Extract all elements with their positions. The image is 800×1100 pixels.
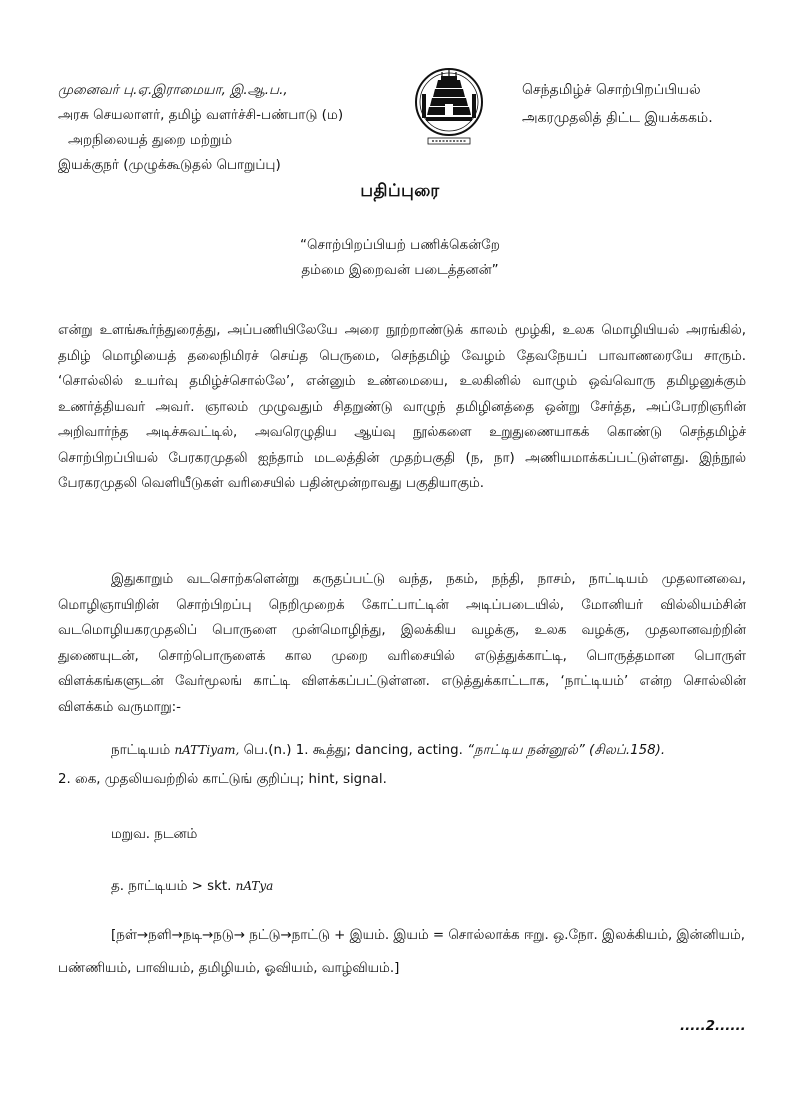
quote-line-1: “சொற்பிறப்பியற் பணிக்கென்றே: [300, 237, 500, 253]
author-designation: அரசு செயலாளர், தமிழ் வளர்ச்சி-பண்பாடு (ம): [58, 107, 344, 123]
author-department: அறநிலையத் துறை மற்றும்: [68, 132, 233, 148]
header-left-block: [58, 78, 418, 178]
header-right-block: [522, 76, 782, 132]
entry-derivation: [நள்→நளி→நடி→நடு→ நட்டு→நாட்டு + இயம். இயம் = சொல்லாக்க ஈறு. ஒ.நோ. இலக்கியம், இன்னியம், பண்ணியம், பாவியம், தமிழியம், ஓவியம், வாழ்வியம்.]: [58, 928, 746, 976]
page-title: பதிப்புரை: [360, 181, 440, 201]
etymology-transliteration: nATya: [235, 879, 274, 893]
quote-line-2: தம்மை இறைவன் படைத்தனன்”: [301, 262, 499, 278]
entry-transliteration: nATTiyam,: [174, 743, 240, 757]
paragraph-1: என்று உளங்கூர்ந்துரைத்து, அப்பணியிலேயே அரை நூற்றாண்டுக் காலம் மூழ்கி, உலக மொழியியல் அரங்கில், தமிழ் மொழியைத் தலைநிமிரச் செய்த பெருமை, செந்தமிழ் வேழம் தேவநேயப் பாவாணரையே சாரும். ‘சொல்லில் உயர்வு தமிழ்ச்சொல்லே’, என்னும் உண்மையை, உலகினில் வாழும் ஒவ்வொரு தமிழனுக்கும் உணர்த்தியவர் அவர். ஞாலம் முழுவதும் சிதறுண்டு வாழுந் தமிழினத்தை ஒன்று சேர்த்த, அப்பேரறிஞரின் அறிவார்ந்த அடிச்சுவட்டில், அவரெழுதிய ஆய்வு நூல்களை உறுதுணையாகக் கொண்டு செந்தமிழ்ச் சொற்பிறப்பியல் பேரகரமுதலி ஐந்தாம் மடலத்தின் முதற்பகுதி (ந, நா) அணியமாக்கப்பட்டுள்ளது. இந்நூல் பேரகரமுதலி வெளியீடுகள் வரிசையில் பதின்மூன்றாவது பகுதியாகும்.: [58, 323, 746, 491]
entry-headword: நாட்டியம்: [111, 743, 171, 758]
author-name: முனைவர் பு.ஏ.இராமையா, இ.ஆ.ப.,: [58, 82, 288, 98]
author-role: இயக்குநர் (முழுக்கூடுதல் பொறுப்பு): [58, 157, 281, 173]
page-continuation-indicator: .....2......: [680, 1018, 746, 1034]
opening-quote: [0, 233, 800, 283]
entry-citation: “நாட்டிய நன்னூல்” (சிலப்.158).: [467, 743, 666, 758]
entry-sense-2: 2. கை, முதலியவற்றில் காட்டுங் குறிப்பு; hint, signal.: [58, 772, 387, 787]
tamil-nadu-emblem-icon: [414, 64, 484, 154]
entry-etymology: [111, 872, 800, 901]
institution-line-2: அகரமுதலித் திட்ட இயக்ககம்.: [522, 110, 713, 126]
dictionary-entry: [58, 736, 758, 794]
entry-gloss: பெ.(n.) 1. கூத்து; dancing, acting.: [243, 743, 463, 758]
paragraph-2: இதுகாறும் வடசொற்களென்று கருதப்பட்டு வந்த, நகம், நந்தி, நாசம், நாட்டியம் முதலானவை, மொழிஞாயிறின் சொற்பிறப்பு நெறிமுறைக் கோட்பாட்டின் அடிப்படையில், மோனியர் வில்லியம்சின் வடமொழியகரமுதலிப் பொருளை முன்மொழிந்து, இலக்கிய வழக்கு, உலக வழக்கு, முதலானவற்றின் துணையுடன், சொற்பொருளைக் கால முறை வரிசையில் எடுத்துக்காட்டி, பொருத்தமான பொருள் விளக்கங்களுடன் வேர்மூலங் காட்டி விளக்கப்பட்டுள்ளன. எடுத்துக்காட்டாக, ‘நாட்டியம்’ என்ற சொல்லின் விளக்கம் வருமாறு:-: [58, 572, 746, 715]
entry-synonym: மறுவ. நடனம்: [111, 827, 198, 842]
institution-line-1: செந்தமிழ்ச் சொற்பிறப்பியல்: [522, 82, 701, 98]
etymology-prefix: த. நாட்டியம் > skt.: [111, 879, 232, 894]
